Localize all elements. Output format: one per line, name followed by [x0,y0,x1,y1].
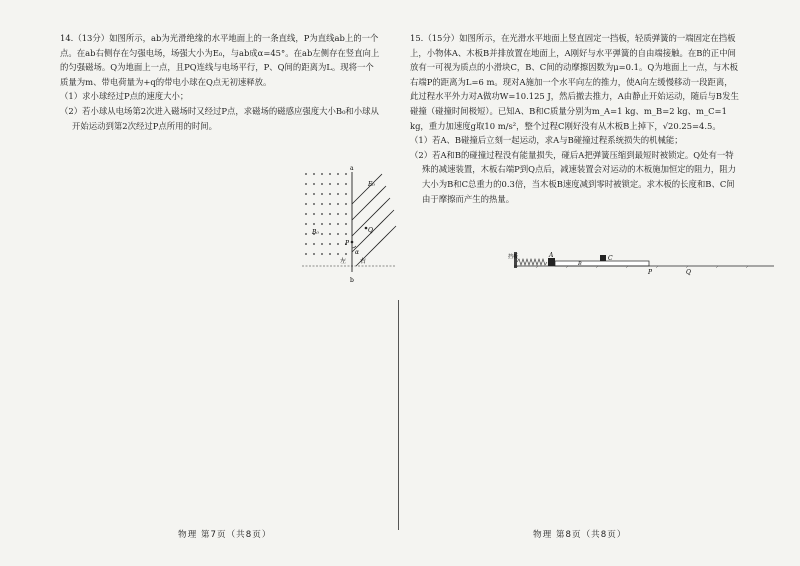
board-b [555,261,649,266]
field-dot [345,193,347,195]
page-7 [0,0,398,566]
question-15-stem: 15.（15分）如图所示，在光滑水平地面上竖直固定一挡板，轻质弹簧的一端固定在挡板上，小物体A、木板B并排放置在地面上，A刚好与水平弹簧的自由端接触。在B的正中间放有一可视为质点的小滑块C，B、C间的动摩擦因数为μ=0.1。Q为地面上一点，与木板右端P的距离为L=6 m。现对A施加一个水平向左的推力，使A向左缓慢移动一段距离，此过程水平外力对A做功W=10.125 J，然后撤去推力，A由静止开始运动，随后与B发生碰撞（碰撞时间极短）。已知A、B和C质量分别为m_A=1 kg、m_B=2 kg、m_C=1 kg，重力加速度g取10 m/s²，整个过程C刚好没有从木板B上掉下，√20.25=4.5。 [410,33,739,131]
field-dot [321,183,323,185]
page-8 [402,0,800,566]
field-dot [313,213,315,215]
field-dot [305,213,307,215]
field-dot [345,213,347,215]
field-dot [313,223,315,225]
field-dot [305,243,307,245]
label-b-board: B [578,261,582,267]
field-dot [321,203,323,205]
field-dot [305,253,307,255]
field-dot [321,173,323,175]
label-left: 左 [340,258,347,265]
label-e0: E₀ [368,181,375,188]
field-dot [321,213,323,215]
field-dot [305,233,307,235]
question-14-part-2: （2）若小球从电场第2次进入磁场时又经过P点，求磁场的磁感应强度大小B₀和小球从开始运动到第2次经过P点所用的时间。 [60,105,379,131]
field-dot [313,203,315,205]
question-14-part-1: （1）求小球经过P点的速度大小； [60,91,189,102]
field-dot [329,243,331,245]
field-dot [337,223,339,225]
field-dot [305,173,307,175]
field-dot [329,223,331,225]
field-dot [313,183,315,185]
field-dot [313,243,315,245]
field-dot [337,243,339,245]
field-dot [321,223,323,225]
label-p-end: P [648,269,653,276]
field-dot [337,233,339,235]
question-15-figure [508,248,776,278]
field-dot [345,173,347,175]
field-dot [329,183,331,185]
field-dot [329,233,331,235]
field-dot [329,173,331,175]
label-b: b [350,277,354,284]
field-dot [313,253,315,255]
label-b0: B₀ [312,229,319,236]
field-dot [329,193,331,195]
label-alpha: α [355,249,360,256]
label-c: C [608,255,613,262]
field-dot [321,193,323,195]
page-divider [398,300,399,530]
field-dot [337,173,339,175]
question-15 [410,31,740,206]
question-15-part-1: （1）若A、B碰撞后立刻一起运动，求A与B碰撞过程系统损失的机械能； [410,135,683,146]
field-dot [321,253,323,255]
field-dot [329,203,331,205]
spring [517,259,547,265]
magnetic-field-dots [305,173,347,255]
label-wall-1: 挡板 [508,254,519,260]
field-dot [321,233,323,235]
field-dot [305,223,307,225]
page-7-footer: 物理 第7页（共8页） [178,530,272,540]
page-8-footer: 物理 第8页（共8页） [533,530,627,540]
field-dot [337,203,339,205]
label-q-point: Q [686,269,691,276]
field-dot [345,203,347,205]
field-dot [345,183,347,185]
question-15-part-2: （2）若A和B的碰撞过程没有能量损失，碰后A把弹簧压缩到最短时被锁定。Q处有一特殊的减速装置，木板右端P到Q点后，减速装置会对运动的木板施加恒定的阻力，阻力大小为B和C总重力的0.3倍，当木板B速度减到零时被锁定。求木板的长度和B、C间由于摩擦而产生的热量。 [410,149,736,204]
field-dot [305,203,307,205]
question-14-figure [300,162,400,286]
block-c [600,255,606,261]
label-right: 右 [360,258,367,265]
field-dot [337,193,339,195]
field-dot [329,253,331,255]
field-dot [313,173,315,175]
point-p [351,241,354,244]
angle-alpha-arc [352,246,356,248]
field-dot [337,213,339,215]
field-dot [321,243,323,245]
label-a-block: A [549,252,554,259]
question-14 [60,31,382,133]
block-a [548,258,555,266]
field-dot [313,193,315,195]
field-dot [337,253,339,255]
label-a: a [350,165,354,172]
field-dot [345,253,347,255]
field-dot [329,213,331,215]
label-p: P [345,240,350,247]
field-dot [305,183,307,185]
field-dot [337,183,339,185]
field-dot [305,193,307,195]
point-q [365,227,368,230]
field-dot [345,223,347,225]
question-14-stem: 14.（13分）如图所示，ab为光滑绝缘的水平地面上的一条直线，P为直线ab上的一个点。在ab右侧存在匀强电场，场强大小为E₀，与ab成α=45°。在ab左侧存在竖直向上的匀强磁场。Q为地面上一点，且PQ连线与电场平行，P、Q间的距离为L。现将一个质量为m、带电荷量为+q的带电小球在Q点无初速释放。 [60,33,380,87]
label-q: Q [368,227,373,234]
field-dot [345,233,347,235]
